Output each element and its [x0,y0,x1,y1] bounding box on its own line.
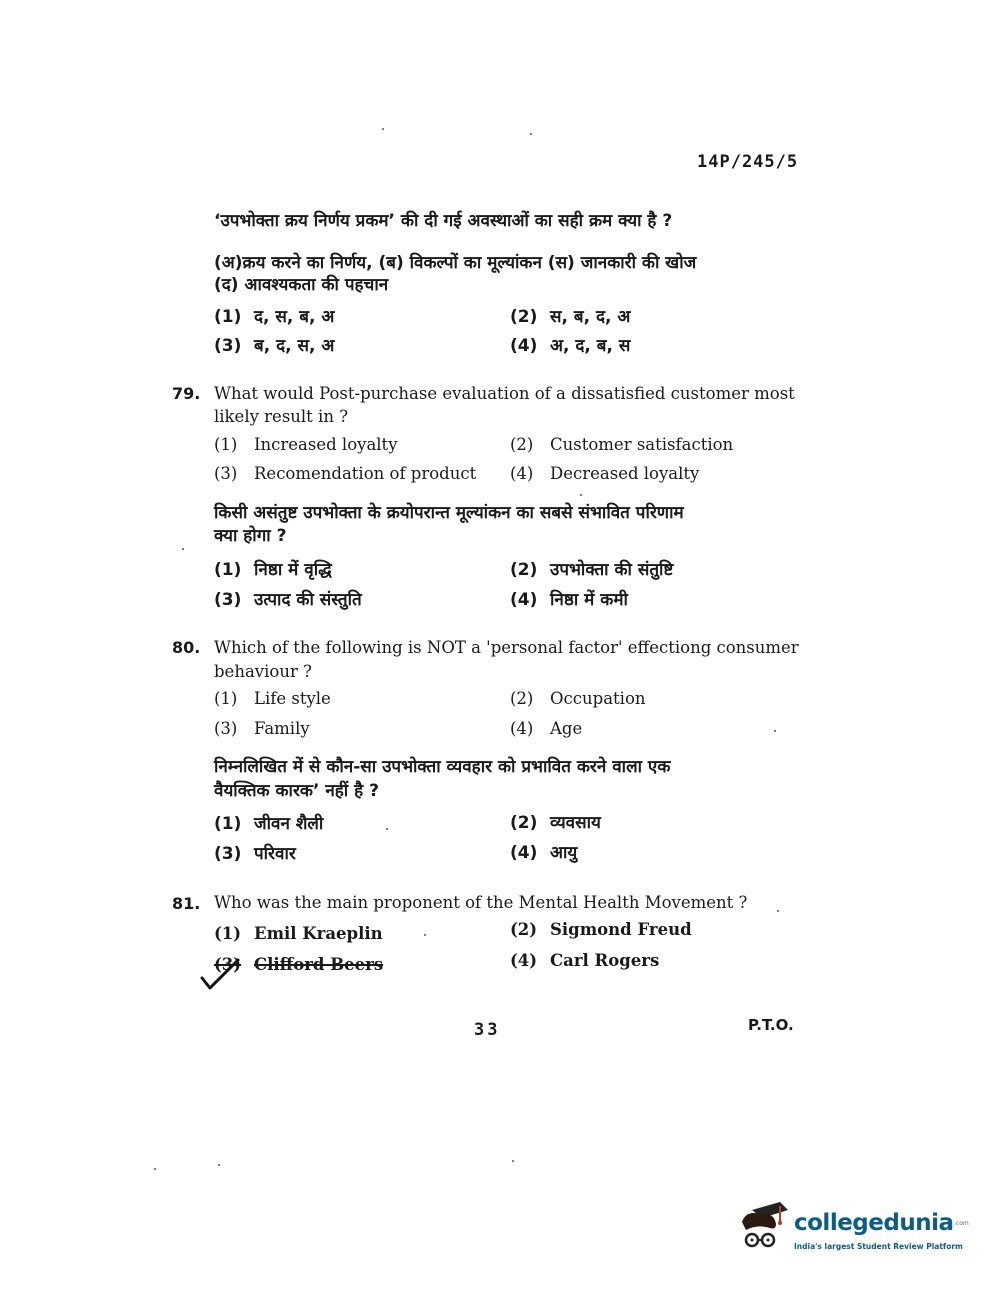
option-number: (1) [214,560,242,580]
option-text: Clifford Beers [254,955,384,974]
q79-number: 79. [172,384,201,403]
option-text: निष्ठा में कमी [550,590,628,610]
collegedunia-watermark [736,1196,969,1266]
scan-speck [382,128,384,130]
scan-speck [424,934,426,936]
q78-question-hi: ‘उपभोक्ता क्रय निर्णय प्रकम’ की दी गई अवस्थाओं का सही क्रम क्या है ? [214,211,673,231]
logo-tagline: India's largest Student Review Platform [794,1242,963,1251]
q81-option-4[interactable] [510,951,659,970]
option-number: (3) [214,590,242,610]
option-number: (4) [510,951,538,970]
q80-option-en-2[interactable] [510,689,646,708]
scan-speck [512,1160,514,1162]
q81-option-1[interactable] [214,924,383,943]
q80-number: 80. [172,638,201,657]
scan-speck [777,910,779,912]
q80-option-hi-4[interactable] [510,840,577,863]
option-text: Carl Rogers [550,951,660,970]
option-text: Family [254,719,310,738]
option-number: (1) [214,435,238,454]
q80-question-hi-1: निम्नलिखित में से कौन-सा उपभोक्ता व्यवहार को प्रभावित करने वाला एक [214,757,671,777]
q78-option-1[interactable] [214,304,334,327]
logo-wordmark: collegedunia [794,1210,954,1236]
q81-option-2[interactable] [510,920,692,939]
option-number: (3) [214,464,238,483]
option-text: Emil Kraeplin [254,924,383,943]
option-number: (4) [510,336,538,356]
option-text: आयु [550,843,578,863]
option-number: (3) [214,955,242,974]
q79-option-hi-3[interactable] [214,587,362,610]
option-number: (1) [214,814,242,834]
q79-question-hi-1: किसी असंतुष्ट उपभोक्ता के क्रयोपरान्त मूल्यांकन का सबसे संभावित परिणाम [214,503,684,523]
option-text: Occupation [550,689,646,708]
option-text: Sigmond Freud [550,920,692,939]
option-number: (3) [214,336,242,356]
pto-label: P.T.O. [748,1016,794,1034]
option-text: ब, द, स, अ [254,336,335,356]
scan-speck [530,133,532,135]
option-number: (2) [510,689,534,708]
option-text: द, स, ब, अ [254,307,335,327]
graduate-mascot-icon [736,1196,792,1260]
q80-option-hi-3[interactable] [214,841,296,864]
q80-option-en-3[interactable] [214,719,310,738]
option-text: स, ब, द, अ [550,307,631,327]
option-text: Recomendation of product [254,464,477,483]
q80-option-hi-1[interactable] [214,811,323,834]
q79-question-en-1: What would Post-purchase evaluation of a dissatisfied customer most [214,384,795,403]
option-number: (2) [510,813,538,833]
option-number: (4) [510,464,534,483]
option-text: Customer satisfaction [550,435,734,454]
option-number: (4) [510,719,534,738]
option-text: Increased loyalty [254,435,398,454]
q78-stages-line-2: (द) आवश्यकता की पहचान [214,275,389,295]
option-text: व्यवसाय [550,813,601,833]
option-text: अ, द, ब, स [550,336,631,356]
q80-option-en-1[interactable] [214,689,331,708]
q80-question-hi-2: वैयक्तिक कारक’ नहीं है ? [214,781,379,801]
q79-question-hi-2: क्या होगा ? [214,526,287,546]
q79-option-en-3[interactable] [214,464,476,483]
paper-code: 14P/245/5 [697,152,799,172]
q80-question-en-1: Which of the following is NOT a 'personal factor' effectiong consumer [214,638,799,657]
option-text: परिवार [254,844,296,864]
option-text: उपभोक्ता की संतुष्टि [550,560,674,580]
q79-question-en-2: likely result in ? [214,407,349,426]
q79-option-en-4[interactable] [510,464,699,483]
option-number: (2) [510,307,538,327]
q78-option-3[interactable] [214,333,334,356]
option-text: निष्ठा में वृद्धि [254,560,332,580]
scan-speck [182,548,184,550]
option-number: (2) [510,560,538,580]
q79-option-hi-2[interactable] [510,557,673,580]
page-number: 33 [474,1020,501,1040]
logo-suffix: .com [954,1220,969,1227]
option-number: (1) [214,924,242,943]
scan-speck [154,1168,156,1170]
option-number: (1) [214,307,242,327]
option-text: Decreased loyalty [550,464,700,483]
scan-speck [580,494,582,496]
q80-option-en-4[interactable] [510,719,582,738]
q80-question-en-2: behaviour ? [214,662,312,681]
option-number: (2) [510,920,538,939]
option-text: उत्पाद की संस्तुति [254,590,362,610]
option-number: (3) [214,719,238,738]
scan-speck [386,828,388,830]
scan-speck [218,1164,220,1166]
option-number: (3) [214,844,242,864]
answer-tick-mark-icon [198,956,246,994]
option-text: Age [550,719,583,738]
option-text: Life style [254,689,331,708]
scan-speck [774,730,776,732]
q79-option-en-1[interactable] [214,435,398,454]
q78-stages-line-1: (अ)क्रय करने का निर्णय, (ब) विकल्पों का मूल्यांकन (स) जानकारी की खोज [214,253,697,273]
q78-option-4[interactable] [510,333,630,356]
q79-option-en-2[interactable] [510,435,733,454]
q80-option-hi-2[interactable] [510,810,601,833]
q79-option-hi-4[interactable] [510,587,628,610]
option-number: (4) [510,590,538,610]
option-number: (1) [214,689,238,708]
q79-option-hi-1[interactable] [214,557,332,580]
option-number: (2) [510,435,534,454]
option-number: (4) [510,843,538,863]
option-text: जीवन शैली [254,814,324,834]
q81-question-en: Who was the main proponent of the Mental Health Movement ? [214,893,748,912]
q81-number: 81. [172,894,201,913]
q78-option-2[interactable] [510,304,630,327]
